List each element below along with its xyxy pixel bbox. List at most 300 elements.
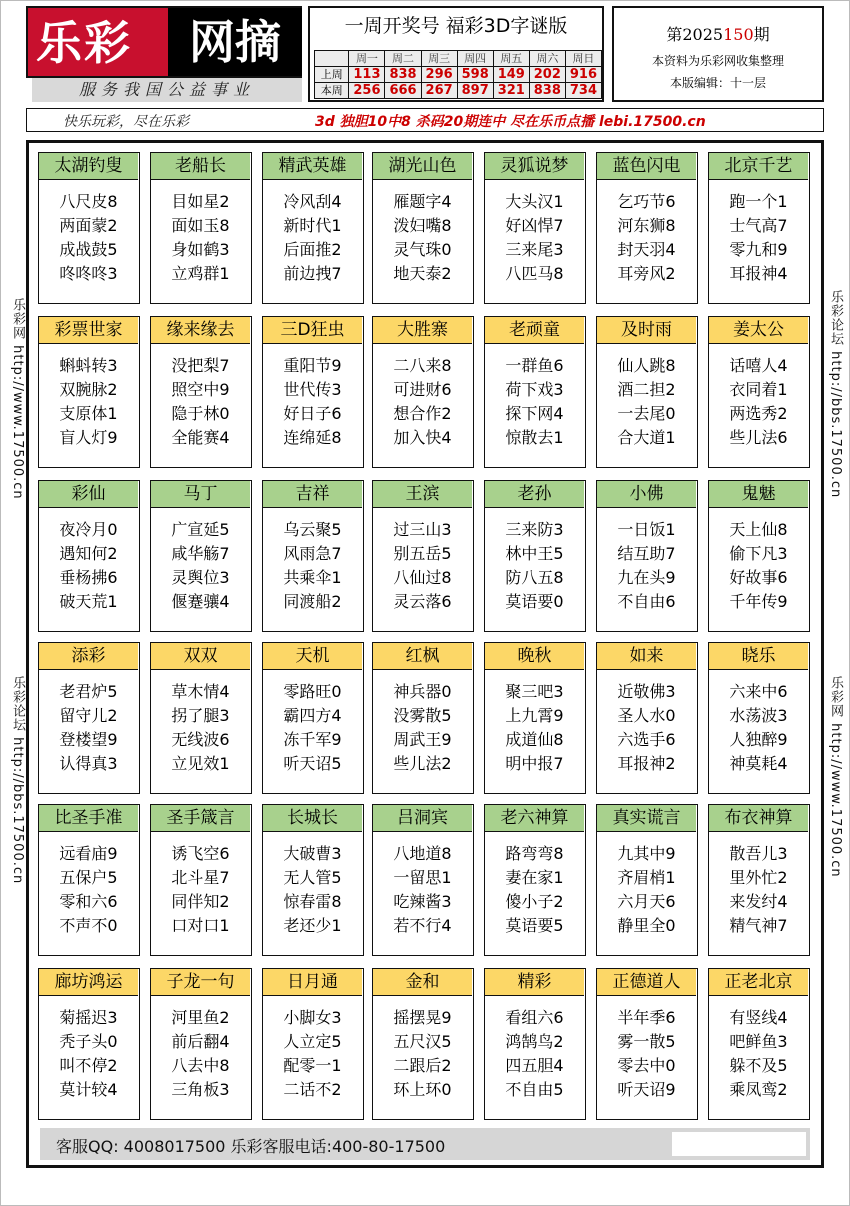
riddle-panel: [596, 480, 698, 632]
riddle-panel: [596, 968, 698, 1120]
issue-source-note: 本资料为乐彩网收集整理: [651, 54, 784, 68]
riddle-panel: [708, 642, 810, 794]
panel-riddle-line: 乞巧节6: [617, 192, 676, 211]
issue-editor: 本版编辑：十一层: [669, 76, 766, 90]
panel-riddle-line: 一去尾0: [617, 404, 676, 423]
riddle-panel: [596, 152, 698, 304]
panel-riddle-line: 老还少1: [283, 916, 342, 935]
panel-riddle-line: 躲不及5: [729, 1056, 788, 1075]
brand-name-left: 乐彩: [36, 16, 132, 70]
customer-service-contact: 客服QQ: 4008017500 乐彩客服电话:400-80-17500: [56, 1137, 446, 1156]
panel-riddle-line: 一留思1: [393, 868, 452, 887]
panel-riddle-line: 八仙过8: [393, 568, 452, 587]
draw-number: 296: [421, 67, 457, 83]
panel-riddle-line: 乘凤鸾2: [729, 1080, 788, 1099]
panel-riddle-line: 霸四方4: [283, 706, 342, 725]
panel-riddle-line: 过三山3: [393, 520, 452, 539]
panel-riddle-line: 耳旁风2: [617, 264, 676, 283]
row-label: 上周: [315, 67, 349, 83]
panel-title: 添彩: [39, 643, 138, 670]
day-header: 周一: [349, 51, 385, 67]
riddle-panel: [372, 968, 474, 1120]
panel-riddle-line: 三来防3: [505, 520, 564, 539]
panel-riddle-line: 五尺汉5: [393, 1032, 452, 1051]
panel-riddle-line: 无人管5: [283, 868, 342, 887]
panel-title: 灵狐说梦: [485, 153, 584, 180]
panel-riddle-line: 配零一1: [283, 1056, 342, 1075]
panel-riddle-line: 身如鹤3: [171, 240, 230, 259]
riddle-panel: [38, 968, 140, 1120]
corner-cell: [315, 51, 349, 67]
panel-riddle-line: 莫语要0: [505, 592, 564, 611]
panel-riddle-line: 好故事6: [729, 568, 788, 587]
panel-title: 彩仙: [39, 481, 138, 508]
draw-number: 202: [529, 67, 565, 83]
draw-number: 734: [565, 83, 601, 99]
panel-riddle-line: 精气神7: [729, 916, 788, 935]
panel-riddle-line: 面如玉8: [171, 216, 230, 235]
panel-riddle-line: 泼妇嘴8: [393, 216, 452, 235]
panel-riddle-line: 千年传9: [729, 592, 788, 611]
panel-title: 吕洞宾: [373, 805, 472, 832]
panel-riddle-line: 九在头9: [617, 568, 676, 587]
panel-riddle-line: 圣人水0: [617, 706, 676, 725]
riddle-panel: [38, 152, 140, 304]
panel-riddle-line: 衣同着1: [729, 380, 788, 399]
draw-number: 838: [529, 83, 565, 99]
panel-riddle-line: 冻千军9: [283, 730, 342, 749]
panel-title: 比圣手准: [39, 805, 138, 832]
panel-riddle-line: 静里全0: [617, 916, 676, 935]
riddle-panel: [708, 480, 810, 632]
riddle-panel: [372, 316, 474, 468]
panel-title: 晓乐: [709, 643, 808, 670]
riddle-panel: [708, 804, 810, 956]
panel-riddle-line: 摇摆晃9: [393, 1008, 452, 1027]
panel-riddle-line: 无线波6: [171, 730, 230, 749]
day-header: 周二: [385, 51, 421, 67]
panel-riddle-line: 前后翻4: [171, 1032, 230, 1051]
panel-title: 日月通: [263, 969, 362, 996]
panel-riddle-line: 连绵延8: [283, 428, 342, 447]
panel-riddle-line: 冷风刮4: [283, 192, 342, 211]
panel-title: 红枫: [373, 643, 472, 670]
panel-title: 老六神算: [485, 805, 584, 832]
riddle-panel: [38, 480, 140, 632]
panel-riddle-line: 河东狮8: [617, 216, 676, 235]
panel-riddle-line: 一群鱼6: [505, 356, 564, 375]
panel-riddle-line: 好日子6: [283, 404, 342, 423]
issue-info-box: [612, 6, 824, 102]
panel-riddle-line: 全能赛4: [171, 428, 230, 447]
riddle-panel: [596, 642, 698, 794]
riddle-panel: [372, 480, 474, 632]
panel-title: 廊坊鸿运: [39, 969, 138, 996]
panel-riddle-line: 六来中6: [729, 682, 788, 701]
panel-riddle-line: 共乘伞1: [283, 568, 342, 587]
panel-riddle-line: 八尺皮8: [59, 192, 118, 211]
riddle-panel: [484, 316, 586, 468]
panel-title: 精武英雄: [263, 153, 362, 180]
riddle-panel: [262, 642, 364, 794]
panel-riddle-line: 前边拽7: [283, 264, 342, 283]
day-header: 周六: [529, 51, 565, 67]
panel-riddle-line: 同渡船2: [283, 592, 342, 611]
panel-riddle-line: 莫计较4: [59, 1080, 118, 1099]
riddle-panel: [484, 642, 586, 794]
riddle-panel: [150, 968, 252, 1120]
panel-title: 缘来缘去: [151, 317, 250, 344]
riddle-panel: [596, 316, 698, 468]
panel-riddle-line: 防八五8: [505, 568, 564, 587]
side-text-left-top: 乐彩网 http://www.17500.cn: [10, 298, 25, 500]
panel-riddle-line: 半年季6: [617, 1008, 676, 1027]
panel-title: 吉祥: [263, 481, 362, 508]
panel-riddle-line: 林中王5: [505, 544, 564, 563]
panel-riddle-line: 九其中9: [617, 844, 676, 863]
panel-riddle-line: 新时代1: [283, 216, 342, 235]
panel-riddle-line: 耳报神4: [729, 264, 788, 283]
panel-riddle-line: 世代传3: [283, 380, 342, 399]
panel-riddle-line: 鸿鹄鸟2: [505, 1032, 564, 1051]
panel-riddle-line: 齐眉梢1: [617, 868, 676, 887]
panel-riddle-line: 神兵器0: [393, 682, 452, 701]
panel-title: 长城长: [263, 805, 362, 832]
panel-riddle-line: 偷下凡3: [729, 544, 788, 563]
panel-title: 太湖钓叟: [39, 153, 138, 180]
panel-riddle-line: 远看庙9: [59, 844, 118, 863]
panel-title: 精彩: [485, 969, 584, 996]
panel-riddle-line: 来发纣4: [729, 892, 788, 911]
panel-riddle-line: 吧鲜鱼3: [729, 1032, 788, 1051]
panel-title: 彩票世家: [39, 317, 138, 344]
panel-riddle-line: 天上仙8: [729, 520, 788, 539]
panel-riddle-line: 零和六6: [59, 892, 118, 911]
panel-riddle-line: 别五岳5: [393, 544, 452, 563]
riddle-panel: [262, 316, 364, 468]
riddle-panel: [262, 968, 364, 1120]
panel-riddle-line: 登楼望9: [59, 730, 118, 749]
panel-riddle-line: 好凶悍7: [505, 216, 564, 235]
panel-riddle-line: 偃蹇骧4: [171, 592, 230, 611]
panel-riddle-line: 北斗星7: [171, 868, 230, 887]
panel-riddle-line: 酒二担2: [617, 380, 676, 399]
panel-riddle-line: 留守儿2: [59, 706, 118, 725]
panel-riddle-line: 妻在家1: [505, 868, 564, 887]
riddle-panel: [372, 152, 474, 304]
day-header: 周四: [457, 51, 493, 67]
panel-riddle-line: 五保户5: [59, 868, 118, 887]
panel-riddle-line: 诱飞空6: [171, 844, 230, 863]
panel-riddle-line: 加入快4: [393, 428, 452, 447]
panel-riddle-line: 三角板3: [171, 1080, 230, 1099]
panel-riddle-line: 里外忙2: [729, 868, 788, 887]
panel-riddle-line: 探下网4: [505, 404, 564, 423]
panel-title: 北京千艺: [709, 153, 808, 180]
panel-title: 正老北京: [709, 969, 808, 996]
panel-riddle-line: 结互助7: [617, 544, 676, 563]
panel-riddle-line: 后面推2: [283, 240, 342, 259]
panel-riddle-line: 灵云落6: [393, 592, 452, 611]
issue-suffix: 期: [753, 25, 770, 44]
panel-riddle-line: 荷下戏3: [505, 380, 564, 399]
riddle-panel: [150, 804, 252, 956]
panel-riddle-line: 二八来8: [393, 356, 452, 375]
panel-title: 老孙: [485, 481, 584, 508]
brand-logo: [26, 6, 302, 78]
panel-riddle-line: 成道仙8: [505, 730, 564, 749]
draw-number: 113: [349, 67, 385, 83]
draw-number: 256: [349, 83, 385, 99]
panel-riddle-line: 口对口1: [171, 916, 230, 935]
banner-motto: 快乐玩彩，尽在乐彩: [63, 114, 189, 130]
panel-riddle-line: 一日饭1: [617, 520, 676, 539]
panel-title: 及时雨: [597, 317, 696, 344]
riddle-panel: [150, 152, 252, 304]
panel-riddle-line: 看组六6: [505, 1008, 564, 1027]
riddle-panel: [150, 480, 252, 632]
panel-title: 如来: [597, 643, 696, 670]
panel-riddle-line: 想合作2: [393, 404, 452, 423]
side-text-right-top: 乐彩论坛 http://bbs.17500.cn: [828, 290, 843, 499]
panel-riddle-line: 八地道8: [393, 844, 452, 863]
panel-title: 鬼魅: [709, 481, 808, 508]
riddle-panel: [708, 968, 810, 1120]
panel-title: 姜太公: [709, 317, 808, 344]
issue-count: 150: [723, 25, 754, 44]
panel-title: 马丁: [151, 481, 250, 508]
issue-year: 2025: [682, 25, 724, 44]
panel-title: 湖光山色: [373, 153, 472, 180]
panel-riddle-line: 立鸡群1: [171, 264, 230, 283]
panel-riddle-line: 莫语要5: [505, 916, 564, 935]
riddle-panel: [708, 316, 810, 468]
panel-riddle-line: 周武王9: [393, 730, 452, 749]
riddle-panel: [262, 480, 364, 632]
panel-title: 真实谎言: [597, 805, 696, 832]
riddle-panel: [484, 804, 586, 956]
panel-riddle-line: 零路旺0: [283, 682, 342, 701]
panel-riddle-line: 不自由5: [505, 1080, 564, 1099]
panel-riddle-line: 二跟后2: [393, 1056, 452, 1075]
panel-riddle-line: 人立定5: [283, 1032, 342, 1051]
promo-banner: [26, 108, 824, 132]
panel-title: 三D狂虫: [263, 317, 362, 344]
panel-riddle-line: 小脚女3: [283, 1008, 342, 1027]
panel-riddle-line: 咸华觞7: [171, 544, 230, 563]
panel-riddle-line: 四五胆4: [505, 1056, 564, 1075]
panel-riddle-line: 人独醉9: [729, 730, 788, 749]
panel-riddle-line: 广宣延5: [171, 520, 230, 539]
panel-riddle-line: 近敬佛3: [617, 682, 676, 701]
day-header: 周日: [565, 51, 601, 67]
draw-number: 267: [421, 83, 457, 99]
panel-riddle-line: 零九和9: [729, 240, 788, 259]
issue-prefix: 第: [666, 25, 683, 44]
panel-riddle-line: 散吾儿3: [729, 844, 788, 863]
panel-riddle-line: 秃子头0: [59, 1032, 118, 1051]
panel-riddle-line: 垂杨拂6: [59, 568, 118, 587]
issue-number: [614, 22, 822, 45]
draw-number: 916: [565, 67, 601, 83]
panel-riddle-line: 明中报7: [505, 754, 564, 773]
panel-riddle-line: 河里鱼2: [171, 1008, 230, 1027]
panel-riddle-line: 惊散去1: [505, 428, 564, 447]
panel-riddle-line: 零去中0: [617, 1056, 676, 1075]
panel-riddle-line: 路弯弯8: [505, 844, 564, 863]
riddle-panel: [708, 152, 810, 304]
brand-name-right: 网摘: [168, 8, 302, 76]
panel-riddle-line: 上九霄9: [505, 706, 564, 725]
panel-riddle-line: 聚三吧3: [505, 682, 564, 701]
panel-riddle-line: 可进财6: [393, 380, 452, 399]
panel-riddle-line: 神莫耗4: [729, 754, 788, 773]
riddle-panel: [372, 642, 474, 794]
panel-riddle-line: 叫不停2: [59, 1056, 118, 1075]
footer-blank-box: [672, 1132, 806, 1156]
this-week-row: [315, 83, 602, 99]
panel-title: 正德道人: [597, 969, 696, 996]
panel-title: 晚秋: [485, 643, 584, 670]
panel-riddle-line: 破天荒1: [59, 592, 118, 611]
riddle-panel: [38, 804, 140, 956]
panel-riddle-line: 菊摇迟3: [59, 1008, 118, 1027]
panel-riddle-line: 八去中8: [171, 1056, 230, 1075]
panel-riddle-line: 夜冷月0: [59, 520, 118, 539]
panel-riddle-line: 二话不2: [283, 1080, 342, 1099]
panel-riddle-line: 六选手6: [617, 730, 676, 749]
riddle-panel: [150, 642, 252, 794]
panel-title: 圣手箴言: [151, 805, 250, 832]
panel-riddle-line: 耳报神2: [617, 754, 676, 773]
panel-riddle-line: 没把梨7: [171, 356, 230, 375]
panel-riddle-line: 地天泰2: [393, 264, 452, 283]
riddle-panel: [484, 968, 586, 1120]
side-text-right-bottom: 乐彩网 http://www.17500.cn: [828, 676, 843, 878]
last-week-row: [315, 67, 602, 83]
panel-riddle-line: 三来尾3: [505, 240, 564, 259]
panel-riddle-line: 支原体1: [59, 404, 118, 423]
panel-title: 小佛: [597, 481, 696, 508]
draw-number: 897: [457, 83, 493, 99]
footer-bar: [40, 1128, 810, 1160]
panel-title: 老顽童: [485, 317, 584, 344]
panel-title: 天机: [263, 643, 362, 670]
panel-riddle-line: 水荡波3: [729, 706, 788, 725]
panel-riddle-line: 雁题字4: [393, 192, 452, 211]
riddle-panel: [484, 152, 586, 304]
panel-riddle-line: 蝌蚪转3: [59, 356, 118, 375]
panel-riddle-line: 士气高7: [729, 216, 788, 235]
panel-title: 布衣神算: [709, 805, 808, 832]
panel-title: 大胜寨: [373, 317, 472, 344]
side-text-left-bottom: 乐彩论坛 http://bbs.17500.cn: [10, 676, 25, 885]
panel-riddle-line: 双腕脉2: [59, 380, 118, 399]
panel-riddle-line: 话嘻人4: [729, 356, 788, 375]
panel-riddle-line: 拐了腿3: [171, 706, 230, 725]
weekly-draw-box: [308, 6, 604, 102]
panel-riddle-line: 听天诏9: [617, 1080, 676, 1099]
riddle-panel: [38, 642, 140, 794]
panel-riddle-line: 两面蒙2: [59, 216, 118, 235]
panel-title: 蓝色闪电: [597, 153, 696, 180]
panel-riddle-line: 些儿法2: [393, 754, 452, 773]
riddle-panel: [38, 316, 140, 468]
panel-riddle-line: 环上环0: [393, 1080, 452, 1099]
draw-number: 149: [493, 67, 529, 83]
panel-title: 子龙一句: [151, 969, 250, 996]
row-label: 本周: [315, 83, 349, 99]
panel-title: 老船长: [151, 153, 250, 180]
panel-riddle-line: 照空中9: [171, 380, 230, 399]
panel-riddle-line: 大头汉1: [505, 192, 564, 211]
weekly-draw-title: 一周开奖号 福彩3D字谜版: [344, 15, 568, 37]
panel-riddle-line: 灵舆位3: [171, 568, 230, 587]
riddle-panel: [150, 316, 252, 468]
panel-riddle-line: 不自由6: [617, 592, 676, 611]
panel-riddle-line: 八匹马8: [505, 264, 564, 283]
panel-riddle-line: 惊春雷8: [283, 892, 342, 911]
panel-riddle-line: 灵气珠0: [393, 240, 452, 259]
panel-riddle-line: 遇知何2: [59, 544, 118, 563]
panel-riddle-line: 大破曹3: [283, 844, 342, 863]
panel-riddle-line: 认得真3: [59, 754, 118, 773]
panel-riddle-line: 成战鼓5: [59, 240, 118, 259]
panel-riddle-line: 仙人跳8: [617, 356, 676, 375]
riddle-panel: [372, 804, 474, 956]
day-header: 周五: [493, 51, 529, 67]
panel-riddle-line: 草木情4: [171, 682, 230, 701]
day-header: 周三: [421, 51, 457, 67]
riddle-panel: [484, 480, 586, 632]
panel-riddle-line: 乌云聚5: [283, 520, 342, 539]
panel-riddle-line: 老君炉5: [59, 682, 118, 701]
panel-riddle-line: 六月天6: [617, 892, 676, 911]
panel-riddle-line: 目如星2: [171, 192, 230, 211]
panel-riddle-line: 重阳节9: [283, 356, 342, 375]
draw-number: 666: [385, 83, 421, 99]
panel-title: 金和: [373, 969, 472, 996]
panel-riddle-line: 合大道1: [617, 428, 676, 447]
draw-number: 598: [457, 67, 493, 83]
brand-slogan: 服务我国公益事业: [32, 78, 302, 102]
draw-number: 838: [385, 67, 421, 83]
draw-number: 321: [493, 83, 529, 99]
panel-riddle-line: 雾一散5: [617, 1032, 676, 1051]
panel-title: 王滨: [373, 481, 472, 508]
panel-riddle-line: 盲人灯9: [59, 428, 118, 447]
panel-riddle-line: 封天羽4: [617, 240, 676, 259]
riddle-panel: [596, 804, 698, 956]
riddle-panel: [262, 152, 364, 304]
panel-riddle-line: 些儿法6: [729, 428, 788, 447]
panel-riddle-line: 有竖线4: [729, 1008, 788, 1027]
banner-promo-link[interactable]: 3d 独胆10中8 杀码20期连中 尽在乐币点播 lebi.17500.cn: [315, 114, 706, 130]
panel-riddle-line: 若不行4: [393, 916, 452, 935]
panel-riddle-line: 傻小子2: [505, 892, 564, 911]
panel-riddle-line: 听天诏5: [283, 754, 342, 773]
panel-riddle-line: 风雨急7: [283, 544, 342, 563]
panel-title: 双双: [151, 643, 250, 670]
panel-riddle-line: 咚咚咚3: [59, 264, 118, 283]
weekly-header-row: [315, 51, 602, 67]
panel-riddle-line: 同伴知2: [171, 892, 230, 911]
panel-riddle-line: 吃辣酱3: [393, 892, 452, 911]
weekly-draw-table: [314, 50, 602, 99]
panel-riddle-line: 没雾散5: [393, 706, 452, 725]
panel-riddle-line: 立见效1: [171, 754, 230, 773]
panel-riddle-line: 隐于林0: [171, 404, 230, 423]
